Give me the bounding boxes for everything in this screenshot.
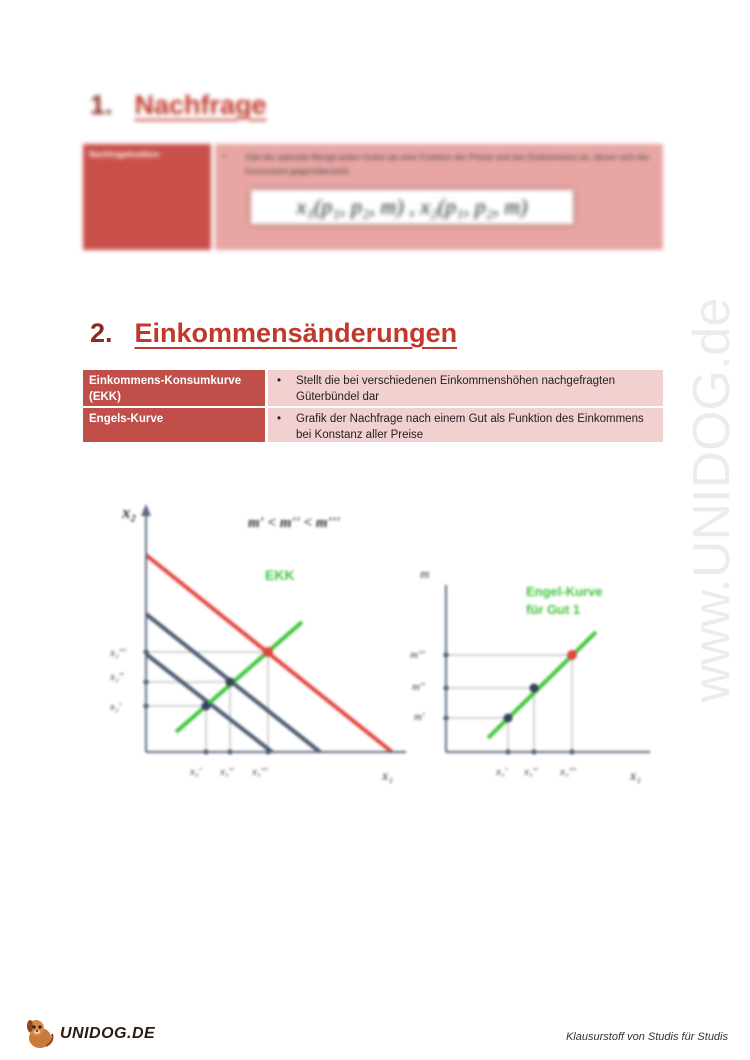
demand-definition [215, 144, 663, 250]
right-x-tick-3: x₁''' [560, 766, 576, 778]
optimum-point-2 [226, 678, 235, 687]
y-tick-x2-2: x₂'' [110, 671, 124, 683]
engels-term: Engels-Kurve [83, 408, 265, 442]
section-2-title: Einkommensänderungen [134, 318, 458, 348]
table-row [83, 370, 663, 406]
ekk-curve [176, 622, 302, 732]
y-tick-x2-1: x₂' [110, 701, 122, 713]
income-condition: m' < m'' < m''' [248, 515, 341, 531]
x-tick-x1-3: x₁''' [252, 766, 268, 778]
bullet: • [277, 413, 282, 425]
ekk-definition [268, 370, 663, 406]
bullet: • [277, 375, 282, 387]
left-x-label: x₁ [382, 769, 394, 784]
brand-name: UNIDOG.DE [60, 1025, 156, 1042]
dog-mascot-icon [22, 1016, 58, 1052]
income-change-table [83, 370, 663, 444]
watermark: www.UNIDOG.de [683, 297, 741, 703]
demand-term: Nachfragefunktion [83, 144, 211, 250]
section-1-heading [90, 90, 267, 121]
section-1-number: 1. [90, 90, 113, 120]
section-2-heading [90, 318, 457, 349]
y-tick-x2-3: x₂''' [110, 647, 126, 659]
section-2-number: 2. [90, 318, 113, 348]
bullet: • [223, 150, 226, 160]
left-graph [110, 503, 406, 784]
right-guide-lines [446, 655, 572, 752]
demand-table [83, 144, 663, 250]
demand-formula: x₁(p₁, p₂, m) , x₂(p₁, p₂, m) [251, 190, 573, 224]
right-tick-dots [444, 653, 575, 755]
y-tick-m-3: m''' [410, 649, 426, 661]
optimum-point-3 [263, 647, 273, 657]
y-tick-m-1: m' [414, 711, 425, 723]
ekk-term: Einkommens-Konsumkurve (EKK) [83, 370, 265, 406]
left-y-axis-arrow-icon [141, 504, 151, 516]
engel-curve [488, 632, 596, 738]
optimum-point-1 [202, 702, 211, 711]
x-tick-x1-2: x₁'' [220, 766, 234, 778]
left-y-label: x₂ [122, 503, 137, 522]
right-y-label: m [420, 566, 430, 581]
income-graphs [110, 490, 670, 790]
engel-label-line-2: für Gut 1 [526, 602, 581, 617]
ekk-label: EKK [265, 567, 295, 583]
right-x-tick-1: x₁' [496, 766, 508, 778]
demand-description: Gibt die optimale Menge jeden Gutes als eine Funktion der Preise und des Einkommens an, denen sich der Konsument gegenübersieht [245, 152, 650, 176]
x-tick-x1-1: x₁' [190, 766, 202, 778]
engel-point-3 [567, 650, 577, 660]
unidog-logo[interactable] [22, 1016, 155, 1052]
graphs-svg [110, 490, 670, 790]
right-x-tick-2: x₁'' [524, 766, 538, 778]
y-tick-m-2: m'' [412, 681, 425, 693]
footer-tagline: Klausurstoff von Studis für Studis [565, 1031, 728, 1043]
engels-definition-text: Grafik der Nachfrage nach einem Gut als Funktion des Einkommens bei Konstanz aller Preise [296, 413, 644, 441]
engel-point-2 [530, 684, 539, 693]
right-x-label: x₁ [630, 769, 642, 784]
table-row [83, 408, 663, 442]
ekk-definition-text: Stellt die bei verschiedenen Einkommenshöhen nachgefragten Güterbündel dar [296, 375, 616, 403]
engels-definition [268, 408, 663, 442]
section-1-title: Nachfrage [134, 90, 267, 120]
engel-label-line-1: Engel-Kurve [526, 584, 603, 599]
right-graph [410, 566, 650, 784]
engel-point-1 [504, 714, 513, 723]
